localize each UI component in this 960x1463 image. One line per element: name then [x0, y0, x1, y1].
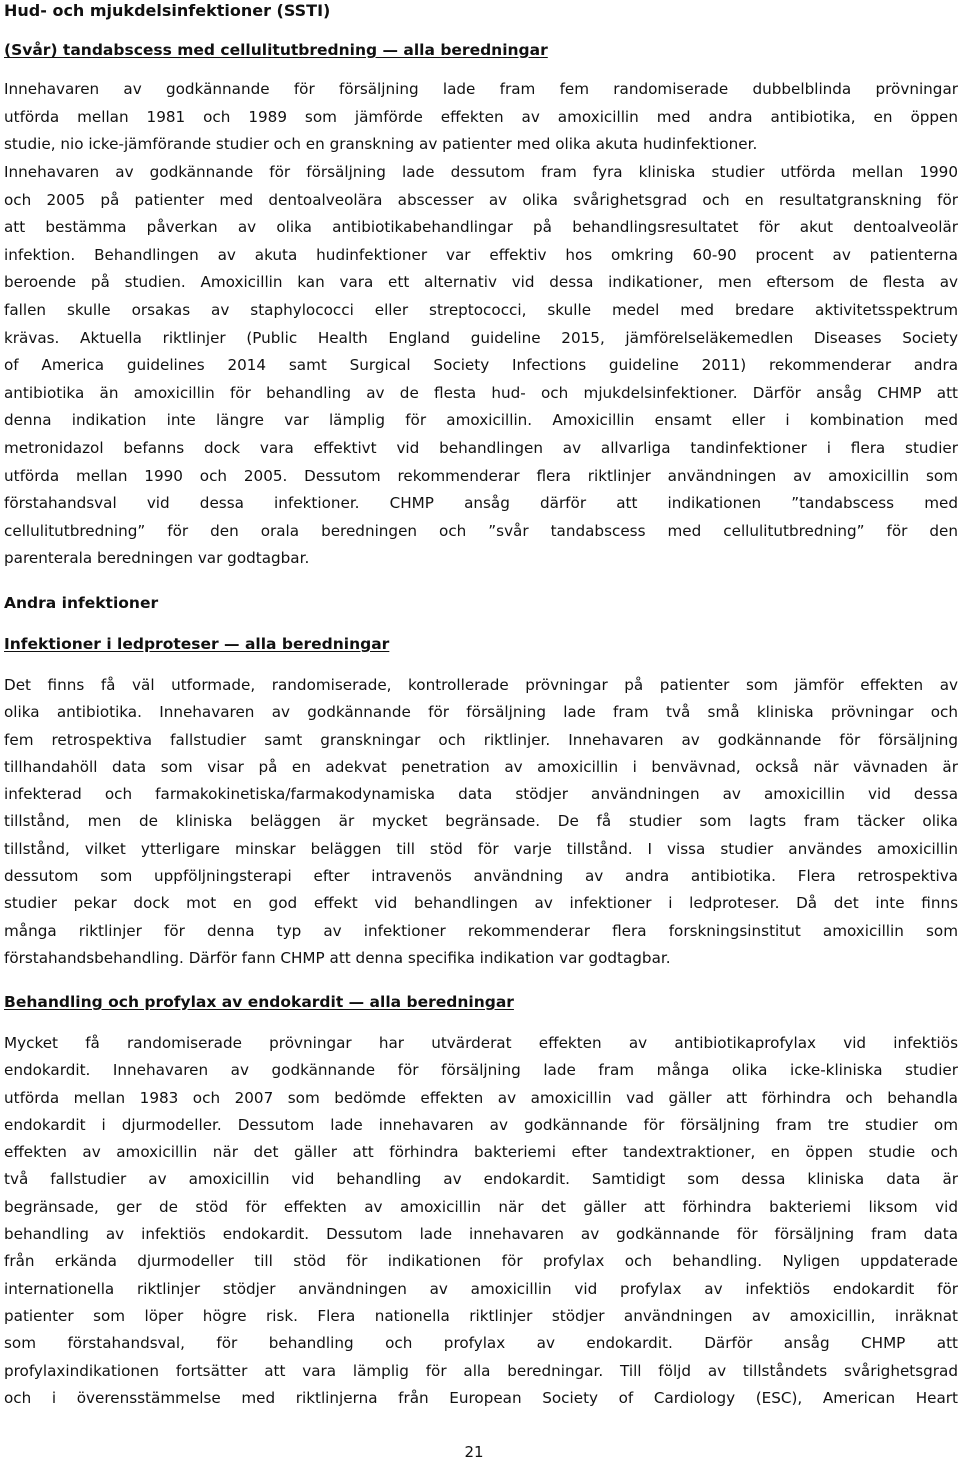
- text-line: begränsade, ger de stöd för effekten av amoxicillin när det gäller att förhindra bakteriemi liksom vid: [4, 1197, 958, 1216]
- text-line: Det finns få väl utformade, randomiserade, kontrollerade prövningar på patienter som jämför effekten av: [4, 676, 958, 694]
- text-line: från erkända djurmodeller till stöd för indikationen för profylax och behandling. Nyligen uppdaterade: [4, 1252, 958, 1271]
- section-heading-andra-infektioner: Andra infektioner: [4, 594, 159, 612]
- text-line: och 2005 på patienter med dentoalveolära abscesser av olika svårighetsgrad och en resultatgranskning för: [4, 190, 958, 209]
- text-line: krävas. Aktuella riktlinjer (Public Health England guideline 2015, jämförelseläkemedlen Diseases Society: [4, 328, 958, 347]
- text-line: fallen skulle orsakas av staphylococci eller streptococci, skulle medel med bredare aktivitetsspektrum: [4, 300, 958, 319]
- subheading-endokardit: Behandling och profylax av endokardit — alla beredningar: [4, 993, 514, 1011]
- text-line: metronidazol befanns dock vara effektivt vid behandlingen av allvarliga tandinfektioner i flera studier: [4, 438, 958, 457]
- text-line: profylaxindikationen fortsätter att vara lämplig för alla beredningar. Till följd av tillståndets svårighetsgrad: [4, 1361, 958, 1380]
- text-line: tillhandahöll data som visar på en adekvat penetration av amoxicillin i benvävnad, också när vävnaden är: [4, 757, 958, 776]
- text-line: att bestämma påverkan av olika antibiotikabehandlingar på behandlingsresultatet för akut dentoalveolär: [4, 218, 958, 237]
- text-line: antibiotika än amoxicillin för behandling av de flesta hud- och mjukdelsinfektioner. Därför ansåg CHMP att: [4, 383, 958, 402]
- document-page: [4, 0, 958, 1463]
- text-line: studie, nio icke-jämförande studier och en granskning av patienter med olika akuta hudinfektioner.: [4, 135, 758, 154]
- paragraph-tandabscess-intro: [4, 76, 958, 159]
- text-line: utförda mellan 1981 och 1989 som jämförde effekten av amoxicillin med andra antibiotika, en öppen: [4, 107, 958, 126]
- text-line: endokardit i djurmodeller. Dessutom lade innehavaren av godkännande för försäljning fram tre studier om: [4, 1115, 958, 1134]
- text-line: två fallstudier av amoxicillin vid behandling av endokardit. Samtidigt som dessa kliniska data är: [4, 1170, 958, 1189]
- text-line: of America guidelines 2014 samt Surgical Society Infections guideline 2011) rekommenderar andra: [4, 356, 958, 375]
- text-line: tillstånd, men de kliniska beläggen är mycket begränsade. De få studier som lagts fram täcker olika: [4, 812, 958, 831]
- text-line: internationella riktlinjer stödjer användningen av amoxicillin vid profylax av infektiös endokardit för: [4, 1279, 958, 1298]
- text-line: cellulitutbredning” för den orala beredningen och ”svår tandabscess med cellulitutbredning” för den: [4, 521, 958, 540]
- text-line: Innehavaren av godkännande för försäljning lade fram fem randomiserade dubbelblinda prövningar: [4, 80, 958, 98]
- text-line: denna indikation inte längre var lämplig för amoxicillin. Amoxicillin ensamt eller i kombination med: [4, 411, 958, 430]
- text-line: effekten av amoxicillin när det gäller att förhindra bakteriemi efter tandextraktioner, en öppen studie och: [4, 1143, 958, 1162]
- text-line: och i överensstämmelse med riktlinjerna från European Society of Cardiology (ESC), American Heart: [4, 1388, 958, 1407]
- text-line: förstahandsval vid dessa infektioner. CHMP ansåg därför att indikationen ”tandabscess med: [4, 494, 958, 513]
- text-line: patienter som löper högre risk. Flera nationella riktlinjer stödjer användningen av amoxicillin, inräknat: [4, 1306, 958, 1325]
- text-line: Innehavaren av godkännande för försäljning lade dessutom fram fyra kliniska studier utförda mellan 1990: [4, 163, 958, 181]
- text-line: många riktlinjer för denna typ av infektioner rekommenderar flera forskningsinstitut amoxicillin som: [4, 921, 958, 940]
- text-line: tillstånd, vilket ytterligare minskar beläggen till stöd för varje tillstånd. I vissa studier användes amoxicillin: [4, 839, 958, 858]
- text-line: fem retrospektiva fallstudier samt granskningar och riktlinjer. Innehavaren av godkännande för försäljning: [4, 730, 958, 749]
- page-number: 21: [464, 1443, 484, 1461]
- text-line: utförda mellan 1983 och 2007 som bedömde effekten av amoxicillin vad gäller att förhindra och behandla: [4, 1088, 958, 1107]
- text-line: endokardit. Innehavaren av godkännande för försäljning lade fram många olika icke-kliniska studier: [4, 1061, 958, 1080]
- text-line: olika antibiotika. Innehavaren av godkännande för försäljning lade fram två små kliniska prövningar och: [4, 703, 958, 722]
- paragraph-endokardit: [4, 1030, 958, 1412]
- paragraph-tandabscess-body: [4, 159, 958, 573]
- text-line: Mycket få randomiserade prövningar har utvärderat effekten av antibiotikaprofylax vid infektiös: [4, 1034, 958, 1052]
- text-line: förstahandsbehandling. Därför fann CHMP att denna specifika indikation var godtagbar.: [4, 948, 671, 967]
- text-line: studier pekar dock mot en god effekt vid behandlingen av infektioner i ledproteser. Då det inte finns: [4, 894, 958, 913]
- subheading-ledproteser: Infektioner i ledproteser — alla beredningar: [4, 635, 390, 653]
- text-line: beroende på studien. Amoxicillin kan vara ett alternativ vid dessa indikationer, men eftersom de flesta av: [4, 273, 958, 292]
- page-heading: Hud- och mjukdelsinfektioner (SSTI): [4, 1, 331, 20]
- paragraph-ledproteser: [4, 672, 958, 972]
- text-line: infektion. Behandlingen av akuta hudinfektioner var effektiv hos omkring 60-90 procent av patienterna: [4, 245, 958, 264]
- text-line: utförda mellan 1990 och 2005. Dessutom rekommenderar flera riktlinjer användningen av amoxicillin som: [4, 466, 958, 485]
- text-line: dessutom som uppföljningsterapi efter intravenös användning av andra antibiotika. Flera retrospektiva: [4, 867, 958, 886]
- text-line: infekterad och farmakokinetiska/farmakodynamiska data stödjer användningen av amoxicillin vid dessa: [4, 785, 958, 804]
- text-line: behandling av infektiös endokardit. Dessutom lade innehavaren av godkännande för försäljning fram data: [4, 1225, 958, 1244]
- subheading-tandabscess: (Svår) tandabscess med cellulitutbredning — alla beredningar: [4, 41, 548, 59]
- text-line: som förstahandsval, för behandling och profylax av endokardit. Därför ansåg CHMP att: [4, 1334, 958, 1353]
- text-line: parenterala beredningen var godtagbar.: [4, 549, 310, 568]
